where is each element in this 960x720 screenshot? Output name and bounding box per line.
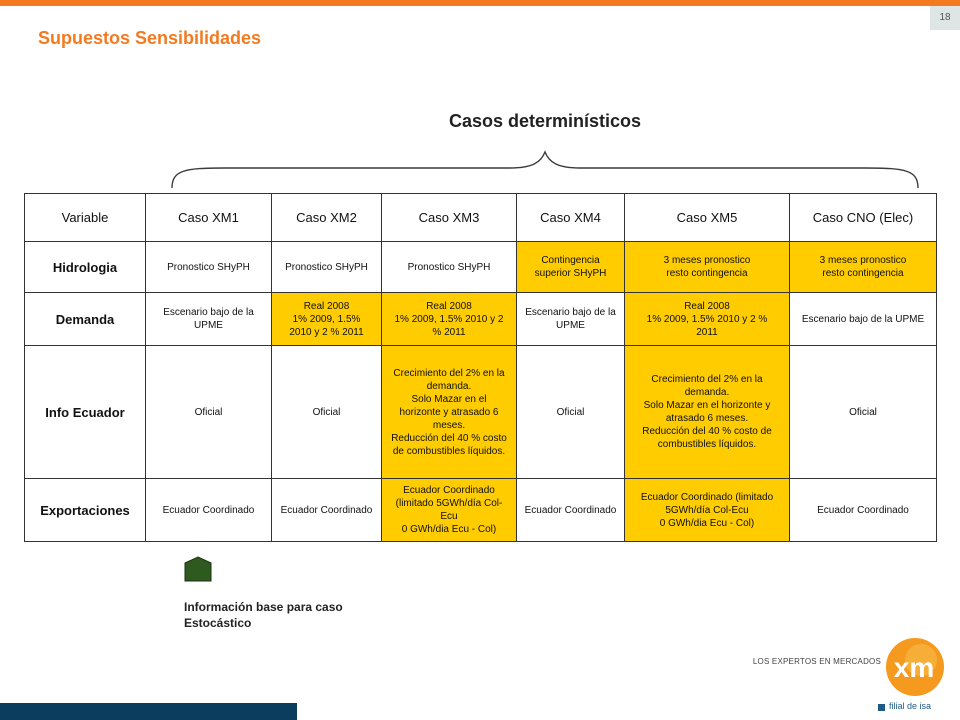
cell-text: Escenario bajo de la UPME [801,313,925,325]
cell-text: Ecuador Coordinado [524,504,617,516]
cell-text: Crecimiento del 2% en la demanda. Solo Mazar en el horizonte y atrasado 6 meses. Reducción del 40 % costo de combustibles líquidos. [391,367,507,457]
cell-text: Pronostico SHyPH [407,261,491,273]
table-cell [146,293,272,346]
table-cell [146,346,272,479]
table-cell [517,479,625,542]
cell-text: Oficial [556,406,585,418]
house-icon [184,556,212,582]
cell-text: 3 meses pronostico resto contingencia [663,255,751,279]
bottom-navy-bar [0,703,297,720]
cell-text: Oficial [312,406,341,418]
table-cell [146,479,272,542]
cell-text: 3 meses pronostico resto contingencia [819,255,907,279]
table-cell [790,479,937,542]
cell-text: Escenario bajo de la UPME [163,307,254,331]
table-cell [382,242,517,293]
table-cell-highlighted [625,242,790,293]
table-cell-highlighted [382,293,517,346]
cell-text: Ecuador Coordinado (limitado 5GWh/día Col-Ecu 0 GWh/dia Ecu - Col) [640,491,774,529]
section-heading: Casos determinísticos [448,111,642,131]
table-row [25,346,937,479]
table-cell-highlighted [382,479,517,542]
cell-text: Ecuador Coordinado [162,504,255,516]
cell-text: Contingencia superior SHyPH [534,255,607,279]
cell-text: Ecuador Coordinado [280,504,373,516]
header-cell: Caso XM4 [517,194,625,242]
cell-text: Ecuador Coordinado (limitado 5GWh/día Col- Ecu 0 GWh/dia Ecu - Col) [395,485,503,535]
legend-text: Información base para caso Estocástico [184,600,343,630]
table-cell [146,242,272,293]
slide-title: Supuestos Sensibilidades [38,28,262,48]
table-row [25,293,937,346]
variable-name-cell: Demanda [25,293,146,346]
header-cell: Caso CNO (Elec) [790,194,937,242]
cell-text: Ecuador Coordinado [817,504,909,516]
variable-name-cell: Exportaciones [25,479,146,542]
table-cell [272,242,382,293]
cell-text: Oficial [194,406,223,418]
logo-text: xm [893,652,935,683]
header-cell: Caso XM3 [382,194,517,242]
table-cell [272,479,382,542]
cell-text: Real 2008 1% 2009, 1.5% 2010 y 2 % 2011 [646,300,768,338]
curly-brace-icon [165,148,925,190]
header-cell: Variable [25,194,146,242]
page-number: 18 [939,12,951,23]
table-cell-highlighted [790,242,937,293]
header-cell: Caso XM2 [272,194,382,242]
cell-text: Escenario bajo de la UPME [525,307,616,331]
table-cell [517,293,625,346]
table-row [25,479,937,542]
table-cell-highlighted [517,242,625,293]
cell-text: Crecimiento del 2% en la demanda. Solo Mazar en el horizonte y atrasado 6 meses. Reducción del 40 % costo de combustibles líquidos. [642,374,772,450]
table-cell-highlighted [382,346,517,479]
table-cell [272,346,382,479]
table-cell [790,293,937,346]
table-header-row [25,194,937,242]
table-cell-highlighted [625,293,790,346]
table-row [25,242,937,293]
table-cell [790,346,937,479]
cell-text: Real 2008 1% 2009, 1.5% 2010 y 2 % 2011 [394,300,504,338]
header-cell: Caso XM5 [625,194,790,242]
cell-text: Pronostico SHyPH [285,261,368,273]
cell-text: Oficial [849,406,877,418]
xm-logo [883,636,947,698]
filial-bullet [878,704,885,711]
table-cell [517,346,625,479]
variable-name-cell: Hidrologia [25,242,146,293]
cell-text: Real 2008 1% 2009, 1.5% 2010 y 2 % 2011 [289,300,364,338]
table-cell-highlighted [272,293,382,346]
table-cell-highlighted [625,479,790,542]
top-accent-bar [0,0,960,6]
logo-tagline: LOS EXPERTOS EN MERCADOS [752,657,881,666]
variable-name-cell: Info Ecuador [25,346,146,479]
cell-text: Pronostico SHyPH [167,261,250,273]
table-cell-highlighted [625,346,790,479]
header-cell: Caso XM1 [146,194,272,242]
sensitivity-table [24,193,937,542]
filial-text: filial de isa [889,701,932,711]
